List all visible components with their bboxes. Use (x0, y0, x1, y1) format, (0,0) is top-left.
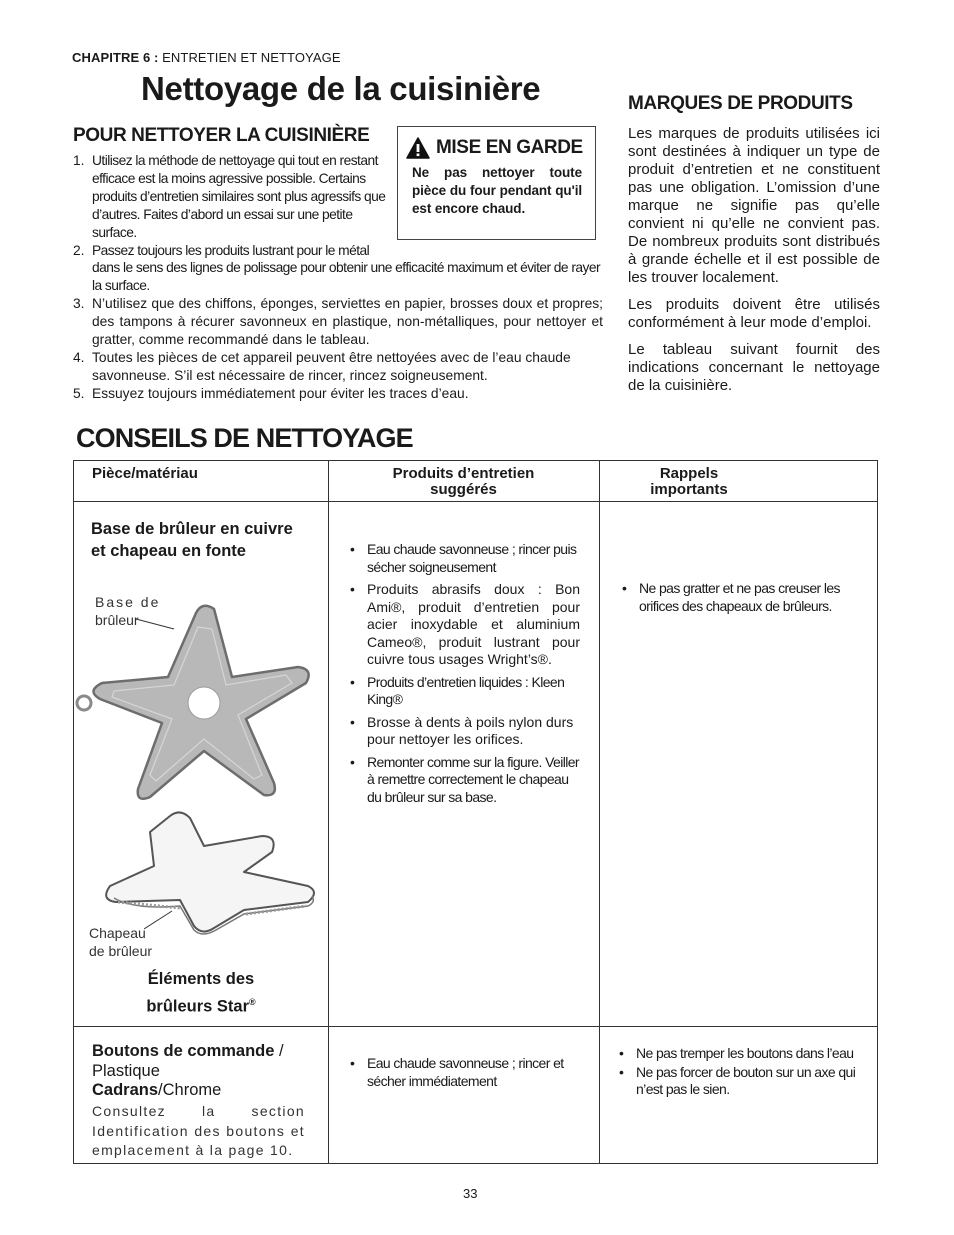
list-item: • Brosse à dents à poils nylon durs pour nettoyer les orifices. (348, 714, 580, 749)
row-2-part-name (92, 1042, 284, 1101)
warning-text: Ne pas nettoyer toute pièce du four pendant qu'il est encore chaud. (412, 165, 582, 216)
warning-title: MISE EN GARDE (436, 137, 583, 158)
table-divider (74, 501, 877, 502)
step-text: Essuyez toujours immédiatement pour éviter les traces d’eau. (92, 385, 469, 401)
part-name-bold: Boutons de commande (92, 1042, 275, 1060)
marques-paragraph-1: Les marques de produits utilisées ici sont destinées à indiquer un type de produit d’entretien et ne constituent pas une obligation. L’omission d’une marque ne signifie pas qu’elle convient ni qu’elle ne convient pas. De nombreux produits sont distribués à grande échelle et il est possible de les trouver localement. (628, 125, 880, 286)
step-text (92, 242, 603, 296)
warning-box (397, 126, 596, 240)
step-text: Toutes les pièces de cet appareil peuvent être nettoyées avec de l’eau chaude savonneuse. S’il est nécessaire de rincer, rincez soigneusement. (92, 349, 571, 383)
list-item: • Remonter comme sur la figure. Veiller à remettre correctement le chapeau du brûleur sur sa base. (348, 754, 580, 807)
row-1-products (348, 541, 580, 811)
cleaning-table (73, 460, 878, 1164)
step-number: 4. (73, 349, 85, 365)
marques-text (628, 125, 880, 404)
header-line: importants (650, 481, 728, 498)
section-title-conseils: CONSEILS DE NETTOYAGE (76, 423, 413, 453)
list-item: • Produits abrasifs doux : Bon Ami®, produit d’entretien pour acier inoxydable et aluminium Cameo®, produit lustrant pour cuivre tous usages Wright’s®. (348, 581, 580, 669)
list-item: • Ne pas gratter et ne pas creuser les orifices des chapeaux de brûleurs. (620, 580, 860, 615)
warning-triangle-icon (406, 137, 430, 159)
table-divider (599, 461, 600, 1163)
chapter-name: ENTRETIEN ET NETTOYAGE (158, 50, 341, 65)
registered-mark: ® (249, 997, 256, 1007)
illustration-caption (74, 968, 328, 1019)
step-number: 5. (73, 385, 85, 401)
label-burner-cap (89, 924, 152, 960)
burner-base-illustration (74, 581, 328, 811)
warning-header (406, 137, 583, 159)
header-line: suggérés (430, 481, 497, 498)
part-name-plain: /Chrome (158, 1081, 222, 1099)
row-1-reminders (620, 580, 860, 620)
list-item: • Ne pas tremper les boutons dans l’eau (617, 1045, 879, 1063)
table-divider (74, 1026, 877, 1027)
step-number: 2. (73, 242, 85, 258)
column-header-produits (328, 466, 599, 498)
row-2-note: Consultez la section Identification des boutons et emplacement à la page 10. (92, 1103, 305, 1159)
part-name-slash: / (274, 1042, 284, 1060)
table-divider (328, 461, 329, 1163)
step-number: 1. (73, 153, 85, 168)
page-title: Nettoyage de la cuisinière (141, 70, 541, 107)
step-4 (73, 349, 603, 385)
section-title-pour-nettoyer: POUR NETTOYER LA CUISINIÈRE (73, 125, 370, 146)
step-text: Utilisez la méthode de nettoyage qui tout en restant efficace est la moins agressive possible. Certains produits d’entretien similaires sont plus agressifs que d’autres. Faites d’abord un essai sur une petite surface. (92, 153, 386, 240)
column-header-rappels (599, 466, 909, 498)
row-2-reminders (617, 1045, 879, 1104)
caption-line: brûleurs Star (146, 997, 250, 1016)
list-item: • Eau chaude savonneuse ; rincer et sécher immédiatement (348, 1055, 580, 1090)
chapter-heading (72, 50, 341, 65)
step-2 (73, 242, 603, 296)
header-line: Rappels (659, 465, 719, 482)
part-name-bold: Cadrans (92, 1081, 159, 1099)
row-2-products (348, 1055, 580, 1095)
marques-paragraph-3: Le tableau suivant fournit des indications concernant le nettoyage de la cuisinière. (628, 341, 880, 394)
chapter-number: CHAPITRE 6 : (72, 50, 159, 65)
step-text-part-a: Passez toujours les produits lustrant pour le métal (92, 242, 370, 258)
section-title-marques: MARQUES DE PRODUITS (628, 93, 853, 114)
step-text-part-b: dans le sens des lignes de polissage pour obtenir une efficacité maximum et éviter de rayer la surface. (92, 260, 601, 294)
list-item: • Produits d’entretien liquides : Kleen King® (348, 674, 580, 709)
row-1-part-name (91, 518, 293, 562)
step-5 (73, 385, 603, 403)
step-number: 3. (73, 296, 85, 312)
marques-paragraph-2: Les produits doivent être utilisés conformément à leur mode d’emploi. (628, 296, 880, 331)
caption-line: Éléments des (147, 970, 255, 988)
label-line: brûleur (95, 612, 139, 628)
label-line: Base de (95, 594, 161, 610)
part-name-line: Base de brûleur en cuivre (91, 520, 293, 538)
list-item: • Ne pas forcer de bouton sur un axe qui n’est pas le sien. (617, 1064, 879, 1099)
part-name-plain: Plastique (92, 1061, 160, 1080)
column-header-piece: Pièce/matériau (92, 465, 198, 482)
step-3 (73, 295, 603, 349)
label-line: de brûleur (89, 943, 153, 959)
list-item: • Eau chaude savonneuse ; rincer puis sécher soigneusement (348, 541, 580, 576)
header-line: Produits d’entretien (392, 465, 535, 482)
label-line: Chapeau (89, 925, 146, 941)
step-text: N’utilisez que des chiffons, éponges, serviettes en papier, brosses doux et propres; des tampons à récurer savonneux en plastique, non-métalliques, pour nettoyer et gratter, comme recommandé dans le tableau. (92, 296, 603, 348)
page-number: 33 (463, 1186, 478, 1201)
part-name-line: et chapeau en fonte (91, 542, 246, 560)
